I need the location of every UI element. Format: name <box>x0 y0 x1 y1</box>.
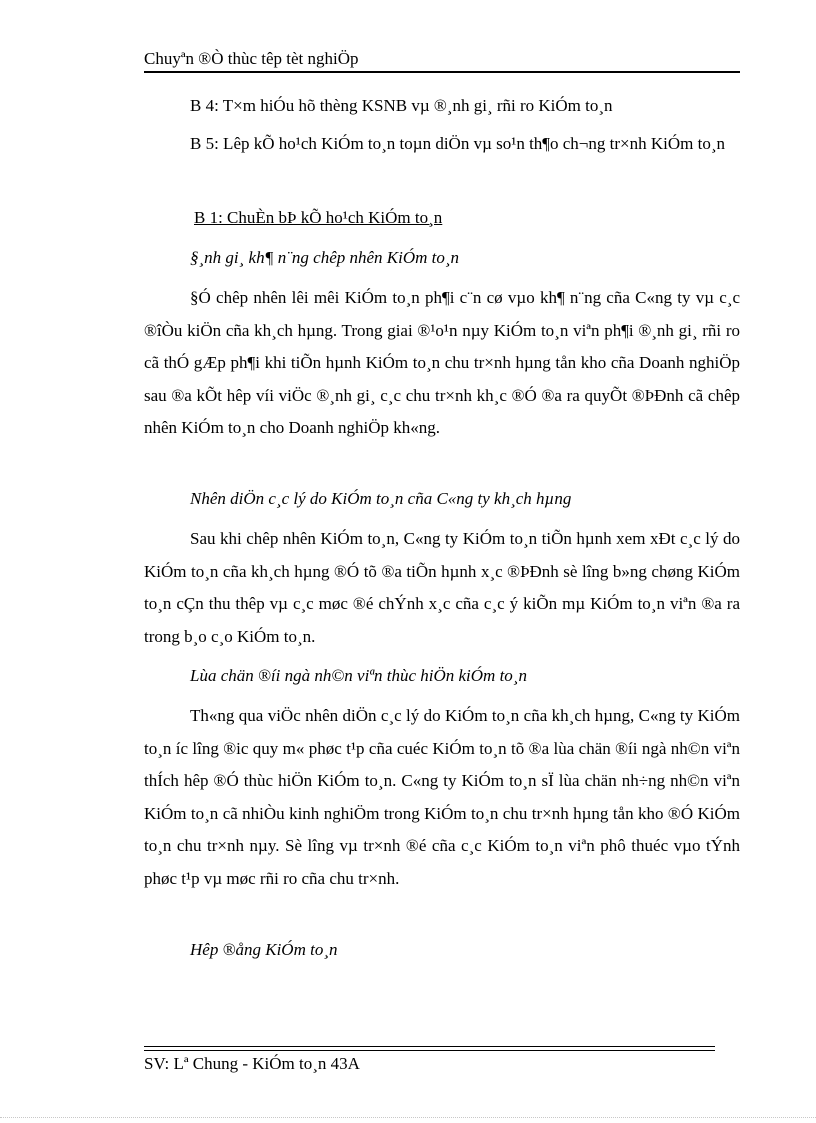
step-4-line: B 4: T×m hiÓu hõ thèng KSNB vµ ®¸nh gi¸ rñi ro KiÓm to¸n <box>190 96 613 115</box>
paragraph-1: §Ó chêp nhên lêi mêi KiÓm to¸n ph¶i c¨n cø vµo kh¶ n¨ng cña C«ng ty vµ c¸c ®îÒu kiÖn cña kh¸ch hµng. Trong giai ®¹o¹n nµy KiÓm to¸n viªn ph¶i ®¸nh gi¸ rñi ro cã thÓ gÆp ph¶i khi tiÕn hµnh KiÓm to¸n chu tr×nh hµng tån kho cña Doanh nghiÖp sau ®a kÕt hêp víi viÖc ®¸nh gi¸ c¸c chu tr×nh kh¸c ®Ó ®a ra quyÕt ®ÞÐnh cã chêp nhên KiÓm to¸n cho Doanh nghiÖp kh«ng. <box>144 288 740 437</box>
footer-rule-top <box>144 1046 715 1047</box>
paragraph-3: Th«ng qua viÖc nhên diÖn c¸c lý do KiÓm to¸n cña kh¸ch hµng, C«ng ty KiÓm to¸n íc lîng ®ic quy m« phøc t¹p cña cuéc KiÓm to¸n tõ ®a lùa chän ®íi ngà nh©n viªn thÍch hêp ®Ó thùc hiÖn KiÓm to¸n. C«ng ty KiÓm to¸n sÏ lùa chän nh÷ng nh©n viªn KiÓm to¸n cã nhiÒu kinh nghiÖm trong KiÓm to¸n chu tr×nh hµng tån kho ®Ó KiÓm to¸n chu tr×nh nµy. Sè lîng vµ tr×nh ®é cña c¸c KiÓm to¸n viªn phô thuéc vµo tÝnh phøc t¹p vµ møc rñi ro cña chu tr×nh. <box>144 706 740 888</box>
paragraph-2: Sau khi chêp nhên KiÓm to¸n, C«ng ty KiÓm to¸n tiÕn hµnh xem xÐt c¸c lý do KiÓm to¸n cña kh¸ch hµng ®Ó tõ ®a tiÕn hµnh x¸c ®ÞÐnh sè lîng b»ng chøng KiÓm to¸n cÇn thu thêp vµ c¸c møc ®é chÝnh x¸c cña c¸c ý kiÕn mµ KiÓm to¸n viªn ®a ra trong b¸o c¸o KiÓm to¸n. <box>144 529 740 646</box>
subsection-title-3: Lùa chän ®íi ngà nh©n viªn thùc hiÖn kiÓm to¸n <box>190 666 527 685</box>
step-5-paragraph: B 5: Lêp kÕ ho¹ch KiÓm to¸n toµn diÖn vµ so¹n th¶o ch¬ng tr×nh KiÓm to¸n <box>190 134 725 153</box>
header-rule <box>144 71 740 73</box>
page-bottom-border <box>0 1117 816 1118</box>
subsection-title-4: Hêp ®ång KiÓm to¸n <box>190 940 338 959</box>
footer-rule-bottom <box>144 1050 715 1051</box>
header-title: Chuyªn ®Ò thùc têp tèt nghiÖp <box>144 49 359 68</box>
footer-text: SV: Lª Chung - KiÓm to¸n 43A <box>144 1054 360 1073</box>
subsection-title-1: §¸nh gi¸ kh¶ n¨ng chêp nhên KiÓm to¸n <box>190 248 460 267</box>
subsection-title-2: Nhên diÖn c¸c lý do KiÓm to¸n cña C«ng ty kh¸ch hµng <box>190 489 572 508</box>
section-heading: B 1: ChuÈn bÞ kÕ ho¹ch KiÓm to¸n <box>194 208 443 227</box>
